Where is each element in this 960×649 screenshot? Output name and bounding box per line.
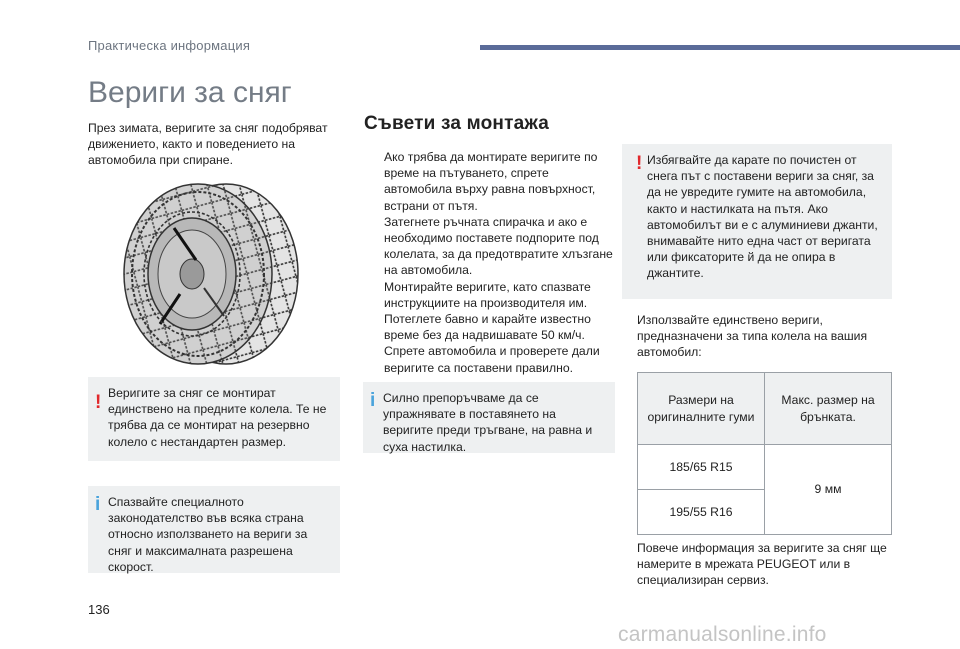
header-accent-bar xyxy=(480,45,960,50)
table-header-cell: Макс. размер на брънката. xyxy=(765,373,892,445)
page-number: 136 xyxy=(88,602,110,617)
info-icon: i xyxy=(95,494,101,515)
info-icon: i xyxy=(370,390,376,411)
road-warning-box xyxy=(622,144,892,299)
more-info-paragraph: Повече информация за веригите за сняг ще намерите в мрежата PEUGEOT или в специализиран сервиз. xyxy=(637,541,887,588)
table-header-cell: Размери на оригиналните гуми xyxy=(638,373,765,445)
chain-size-table xyxy=(637,372,892,535)
intro-paragraph: През зимата, веригите за сняг подобряват движението, както и поведението на автомобила при спиране. xyxy=(88,121,328,168)
list-item: Затегнете ръчната спирачка и ако е необходимо поставете подпорите под колелата, за да предотвратите хлъзгане на автомобила. xyxy=(384,214,613,278)
chains-usage-paragraph: Използвайте единствено вериги, предназначени за типа колела на вашия автомобил: xyxy=(637,313,868,360)
max-link-cell: 9 мм xyxy=(765,445,892,535)
tire-chain-icon xyxy=(100,176,330,372)
list-item: Монтирайте веригите, като спазвате инструкциите на производителя им. xyxy=(384,279,591,310)
watermark: carmanualsonline.info xyxy=(618,623,827,646)
mounting-tips-list xyxy=(364,149,614,376)
legislation-info-text: Спазвайте специалното законодателство във всяка страна относно използването на вериги за сняг и максималната разрешена скорост. xyxy=(108,495,308,574)
table-header-row xyxy=(638,373,892,445)
list-item: Ако трябва да монтирате веригите по време на пътуването, спрете автомобила върху равна повърхност, встрани от пътя. xyxy=(384,150,598,213)
mounting-tips-heading: Съвети за монтажа xyxy=(364,113,550,134)
front-wheels-warning-box xyxy=(88,377,340,461)
warning-icon: ! xyxy=(95,392,102,413)
practice-info-text: Силно препоръчваме да се упражнявате в поставянето на веригите преди тръгване, на равна и суха настилка. xyxy=(383,391,593,454)
front-wheels-warning-text: Веригите за сняг се монтират единствено на предните колела. Те не трябва да се монтират на резервно колело с нестандартен размер. xyxy=(108,386,327,449)
tire-size-cell: 185/65 R15 xyxy=(638,445,765,490)
legislation-info-box xyxy=(88,486,340,573)
section-label: Практическа информация xyxy=(88,38,251,53)
page-title: Вериги за сняг xyxy=(88,76,292,109)
practice-info-box xyxy=(363,382,615,453)
list-item: Спрете автомобила и проверете дали веригите са поставени правилно. xyxy=(384,344,600,375)
road-warning-text: Избягвайте да карате по почистен от снега път с поставени вериги за сняг, за да не увредите гумите на автомобила, както и настилката на пътя. Ако автомобилът ви е с алуминиеви джанти, внимавайте нито една част от веригата или фиксаторите й да не опира в джантите. xyxy=(647,153,878,281)
warning-icon: ! xyxy=(636,153,643,174)
table-row xyxy=(638,445,892,490)
list-item: Потеглете бавно и карайте известно време без да надвишавате 50 км/ч. xyxy=(384,312,591,343)
tire-with-snow-chains-illustration xyxy=(100,176,330,372)
tire-size-cell: 195/55 R16 xyxy=(638,490,765,535)
